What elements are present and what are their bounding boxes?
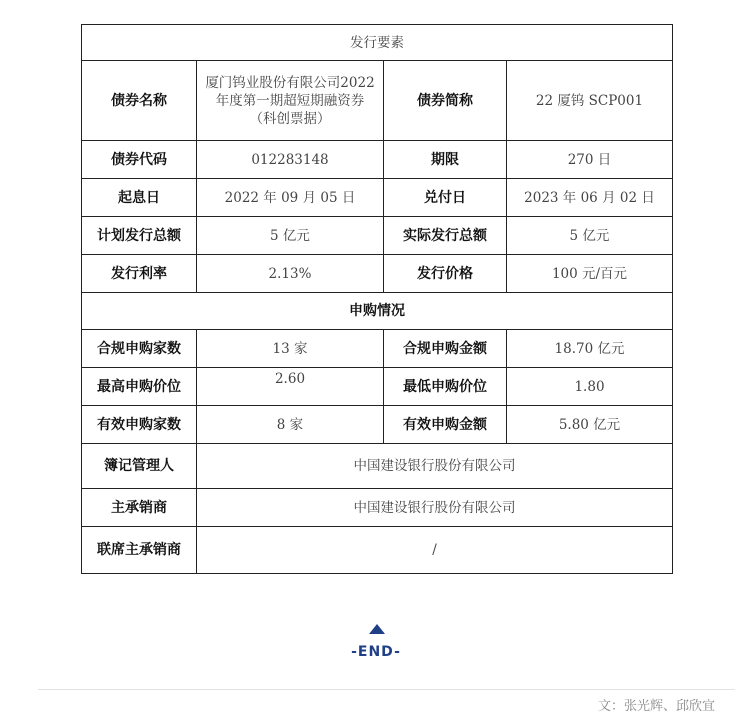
- label-bond-code: 债券代码: [82, 141, 197, 179]
- label-actual-amount: 实际发行总额: [384, 217, 507, 255]
- label-compliant-bidders: 合规申购家数: [82, 330, 197, 368]
- end-marker: -END-: [351, 644, 401, 660]
- bond-issuance-table: [81, 24, 673, 574]
- value-highest-bid: 2.60: [197, 368, 384, 406]
- value-compliant-bidders: 13 家: [197, 330, 384, 368]
- value-lowest-bid: 1.80: [507, 368, 673, 406]
- author-credit: 文：张光辉、邱欣宜: [597, 699, 715, 714]
- value-effective-bidders: 8 家: [197, 406, 384, 444]
- value-term: 270 日: [507, 141, 673, 179]
- value-bookrunner: 中国建设银行股份有限公司: [197, 444, 673, 489]
- value-compliant-amount: 18.70 亿元: [507, 330, 673, 368]
- label-effective-amount: 有效申购金额: [384, 406, 507, 444]
- label-value-date: 起息日: [82, 179, 197, 217]
- value-bond-short-name: 22 厦钨 SCP001: [507, 61, 673, 141]
- value-planned-amount: 5 亿元: [197, 217, 384, 255]
- value-lead-underwriter: 中国建设银行股份有限公司: [197, 489, 673, 527]
- value-actual-amount: 5 亿元: [507, 217, 673, 255]
- label-compliant-amount: 合规申购金额: [384, 330, 507, 368]
- label-joint-lead-underwriter: 联席主承销商: [82, 527, 197, 574]
- label-lowest-bid: 最低申购价位: [384, 368, 507, 406]
- label-bond-short-name: 债券简称: [384, 61, 507, 141]
- value-bond-code: 012283148: [197, 141, 384, 179]
- triangle-up-icon: [369, 624, 385, 634]
- value-value-date: 2022 年 09 月 05 日: [197, 179, 384, 217]
- value-issue-price: 100 元/百元: [507, 255, 673, 293]
- section-title-subscription: 申购情况: [82, 293, 673, 330]
- label-effective-bidders: 有效申购家数: [82, 406, 197, 444]
- section-title-issuance: 发行要素: [82, 25, 673, 61]
- value-payment-date: 2023 年 06 月 02 日: [507, 179, 673, 217]
- value-coupon-rate: 2.13%: [197, 255, 384, 293]
- value-bond-name: 厦门钨业股份有限公司2022年度第一期超短期融资券（科创票据）: [197, 61, 384, 141]
- label-coupon-rate: 发行利率: [82, 255, 197, 293]
- label-term: 期限: [384, 141, 507, 179]
- label-payment-date: 兑付日: [384, 179, 507, 217]
- divider: [38, 689, 735, 690]
- label-bond-name: 债券名称: [82, 61, 197, 141]
- label-planned-amount: 计划发行总额: [82, 217, 197, 255]
- label-highest-bid: 最高申购价位: [82, 368, 197, 406]
- value-effective-amount: 5.80 亿元: [507, 406, 673, 444]
- value-joint-lead-underwriter: /: [197, 527, 673, 574]
- label-bookrunner: 簿记管理人: [82, 444, 197, 489]
- label-lead-underwriter: 主承销商: [82, 489, 197, 527]
- label-issue-price: 发行价格: [384, 255, 507, 293]
